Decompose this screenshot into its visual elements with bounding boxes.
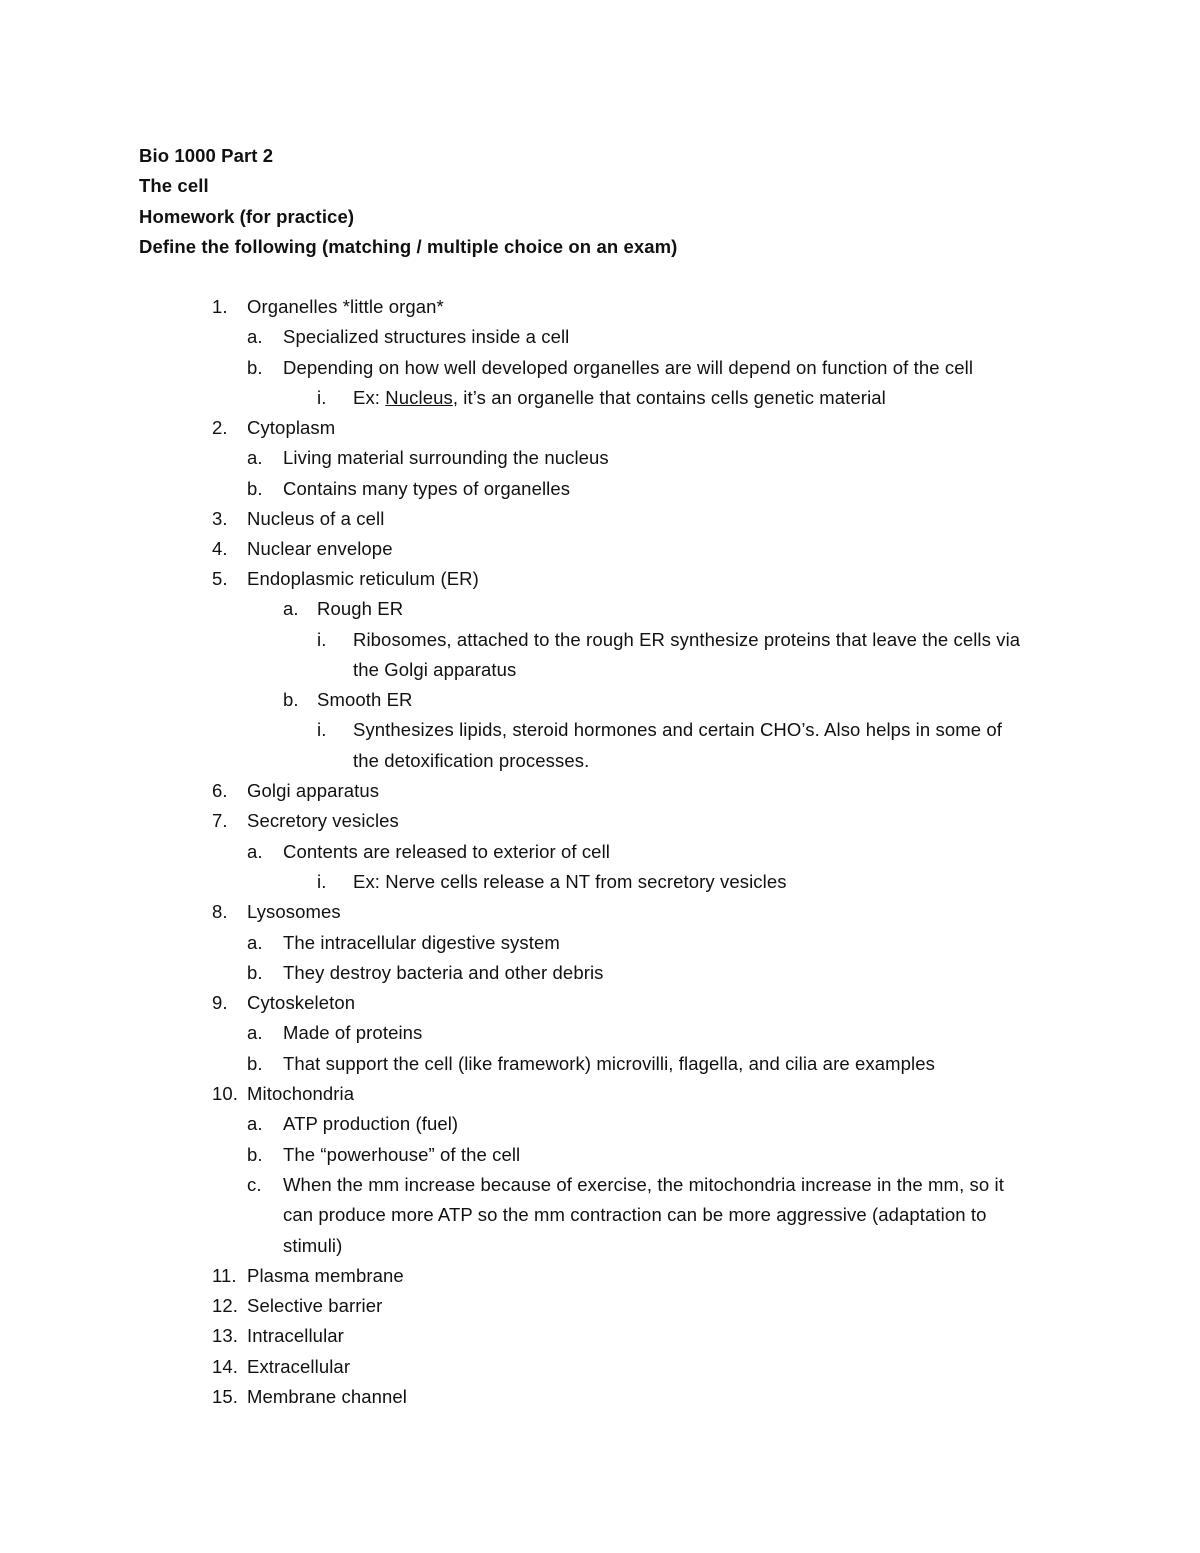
sub-text: That support the cell (like framework) microvilli, flagella, and cilia are examples bbox=[283, 1053, 935, 1074]
sub-letter: a. bbox=[247, 326, 263, 347]
item-term: Extracellular bbox=[247, 1356, 351, 1377]
detail-text: the detoxification processes. bbox=[353, 750, 590, 771]
item-number: 10. bbox=[212, 1083, 239, 1104]
item-number: 13. bbox=[212, 1325, 239, 1346]
sub-text: When the mm increase because of exercise, the mitochondria increase in the mm, so it bbox=[283, 1174, 1004, 1195]
item-term: Lysosomes bbox=[247, 901, 341, 922]
sub-text: Made of proteins bbox=[283, 1022, 423, 1043]
item-term: Golgi apparatus bbox=[247, 780, 380, 801]
item-number: 15. bbox=[212, 1386, 239, 1407]
item-term: Endoplasmic reticulum (ER) bbox=[247, 568, 479, 589]
item-number: 7. bbox=[212, 810, 228, 831]
item-term: Membrane channel bbox=[247, 1386, 407, 1407]
roman-numeral: i. bbox=[317, 629, 327, 650]
item-number: 2. bbox=[212, 417, 228, 438]
item-number: 1. bbox=[212, 296, 228, 317]
item-term: Nuclear envelope bbox=[247, 538, 393, 559]
doc-subtitle: The cell bbox=[139, 175, 209, 196]
sub-letter: b. bbox=[247, 962, 263, 983]
item-number: 5. bbox=[212, 568, 228, 589]
item-number: 4. bbox=[212, 538, 228, 559]
detail-text: Ex: Nerve cells release a NT from secretory vesicles bbox=[353, 871, 787, 892]
item-number: 14. bbox=[212, 1356, 239, 1377]
sub-letter: a. bbox=[247, 841, 263, 862]
sub-letter: b. bbox=[247, 357, 263, 378]
sub-text: The intracellular digestive system bbox=[283, 932, 560, 953]
doc-title: Bio 1000 Part 2 bbox=[139, 145, 274, 166]
roman-numeral: i. bbox=[317, 719, 327, 740]
sub-letter: b. bbox=[283, 689, 299, 710]
sub-letter: a. bbox=[247, 1022, 263, 1043]
sub-letter: a. bbox=[283, 598, 299, 619]
item-number: 6. bbox=[212, 780, 228, 801]
sub-text: Living material surrounding the nucleus bbox=[283, 447, 609, 468]
item-number: 11. bbox=[212, 1265, 237, 1286]
example-line bbox=[353, 387, 886, 409]
item-term: Organelles *little organ* bbox=[247, 296, 444, 317]
item-number: 8. bbox=[212, 901, 228, 922]
sub-text: They destroy bacteria and other debris bbox=[283, 962, 604, 983]
sub-letter: c. bbox=[247, 1174, 262, 1195]
item-number: 3. bbox=[212, 508, 228, 529]
doc-instructions: Define the following (matching / multiple choice on an exam) bbox=[139, 236, 678, 257]
sub-text: can produce more ATP so the mm contraction can be more aggressive (adaptation to bbox=[283, 1204, 987, 1225]
doc-assignment: Homework (for practice) bbox=[139, 206, 355, 227]
item-term: Selective barrier bbox=[247, 1295, 383, 1316]
sub-text: Contains many types of organelles bbox=[283, 478, 571, 499]
sub-text: ATP production (fuel) bbox=[283, 1113, 459, 1134]
sub-text: Rough ER bbox=[317, 598, 404, 619]
detail-text: the Golgi apparatus bbox=[353, 659, 517, 680]
item-term: Intracellular bbox=[247, 1325, 344, 1346]
sub-letter: b. bbox=[247, 1144, 263, 1165]
sub-text: stimuli) bbox=[283, 1235, 343, 1256]
item-number: 9. bbox=[212, 992, 228, 1013]
sub-text: Smooth ER bbox=[317, 689, 413, 710]
item-term: Secretory vesicles bbox=[247, 810, 399, 831]
detail-text: Ribosomes, attached to the rough ER synthesize proteins that leave the cells via bbox=[353, 629, 1021, 650]
sub-text: The “powerhouse” of the cell bbox=[283, 1144, 521, 1165]
sub-letter: a. bbox=[247, 932, 263, 953]
item-term: Cytoskeleton bbox=[247, 992, 356, 1013]
sub-letter: b. bbox=[247, 1053, 263, 1074]
item-number: 12. bbox=[212, 1295, 239, 1316]
item-term: Mitochondria bbox=[247, 1083, 355, 1104]
sub-letter: a. bbox=[247, 1113, 263, 1134]
sub-text: Depending on how well developed organelles are will depend on function of the cell bbox=[283, 357, 974, 378]
item-term: Nucleus of a cell bbox=[247, 508, 385, 529]
item-term: Plasma membrane bbox=[247, 1265, 404, 1286]
roman-numeral: i. bbox=[317, 387, 327, 408]
item-term: Cytoplasm bbox=[247, 417, 336, 438]
sub-text: Specialized structures inside a cell bbox=[283, 326, 570, 347]
detail-text: Synthesizes lipids, steroid hormones and certain CHO’s. Also helps in some of bbox=[353, 719, 1003, 740]
sub-text: Contents are released to exterior of cell bbox=[283, 841, 610, 862]
sub-letter: a. bbox=[247, 447, 263, 468]
underlined-term: Nucleus bbox=[385, 387, 453, 408]
example-rest: , it’s an organelle that contains cells genetic material bbox=[452, 387, 886, 408]
roman-numeral: i. bbox=[317, 871, 327, 892]
example-prefix: Ex: bbox=[353, 387, 386, 408]
sub-letter: b. bbox=[247, 478, 263, 499]
